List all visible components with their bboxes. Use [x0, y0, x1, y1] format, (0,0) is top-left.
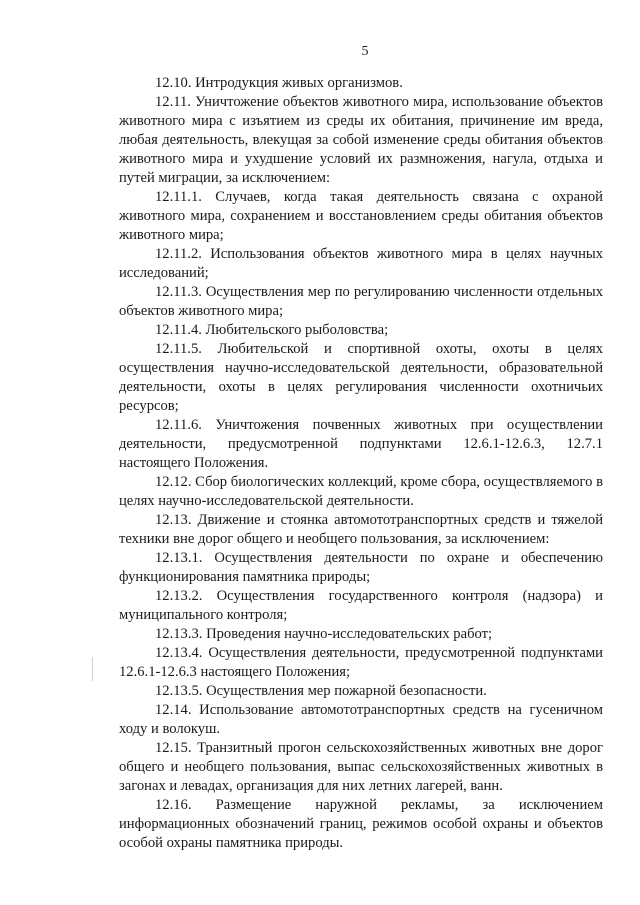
paragraph-12-10: 12.10. Интродукция живых организмов. [155, 75, 403, 91]
document-body [119, 74, 603, 853]
paragraph-12-13: 12.13. Движение и стоянка автомототранспортных средств и тяжелой техники вне дорог общего и необщего пользования, за исключением: [119, 512, 603, 547]
paragraph-12-12: 12.12. Сбор биологических коллекций, кроме сбора, осуществляемого в целях научно-исследовательской деятельности. [119, 474, 603, 509]
paragraph-12-11-1: 12.11.1. Случаев, когда такая деятельность связана с охраной животного мира, сохранением и восстановлением среды обитания объектов животного мира; [119, 189, 603, 243]
paragraph-12-14: 12.14. Использование автомототранспортных средств на гусеничном ходу и волокуш. [119, 702, 603, 737]
paragraph-12-13-4: 12.13.4. Осуществления деятельности, предусмотренной подпунктами 12.6.1-12.6.3 настоящего Положения; [119, 645, 603, 680]
page-number: 5 [361, 44, 369, 59]
paragraph-12-11-2: 12.11.2. Использования объектов животного мира в целях научных исследований; [119, 246, 603, 281]
paragraph-12-11-6: 12.11.6. Уничтожения почвенных животных при осуществлении деятельности, предусмотренной подпунктами 12.6.1-12.6.3, 12.7.1 настоящего Положения. [119, 417, 603, 471]
paragraph-12-13-2: 12.13.2. Осуществления государственного контроля (надзора) и муниципального контроля; [119, 588, 603, 623]
paragraph-12-11-5: 12.11.5. Любительской и спортивной охоты, охоты в целях осуществления научно-исследовательской деятельности, образовательной деятельности, охоты в целях регулирования численности охотничьих ресурсов; [119, 341, 603, 414]
scan-margin-mark [92, 657, 93, 681]
paragraph-12-13-5: 12.13.5. Осуществления мер пожарной безопасности. [155, 683, 487, 699]
paragraph-12-11: 12.11. Уничтожение объектов животного мира, использование объектов животного мира с изъятием из среды их обитания, причинение им вреда, любая деятельность, влекущая за собой изменение среды обитания объектов животного мира и ухудшение условий их размножения, нагула, отдыха и путей миграции, за исключением: [119, 94, 603, 186]
paragraph-12-13-3: 12.13.3. Проведения научно-исследовательских работ; [155, 626, 493, 642]
paragraph-12-13-1: 12.13.1. Осуществления деятельности по охране и обеспечению функционирования памятника природы; [119, 550, 603, 585]
paragraph-12-11-3: 12.11.3. Осуществления мер по регулированию численности отдельных объектов животного мира; [119, 284, 603, 319]
paragraph-12-15: 12.15. Транзитный прогон сельскохозяйственных животных вне дорог общего и необщего пользования, выпас сельскохозяйственных животных в загонах и левадах, организация для них летних лагерей, ванн. [119, 740, 603, 794]
paragraph-12-11-4: 12.11.4. Любительского рыболовства; [155, 322, 389, 338]
paragraph-12-16: 12.16. Размещение наружной рекламы, за исключением информационных обозначений границ, режимов особой охраны и объектов особой охраны памятника природы. [119, 797, 603, 851]
